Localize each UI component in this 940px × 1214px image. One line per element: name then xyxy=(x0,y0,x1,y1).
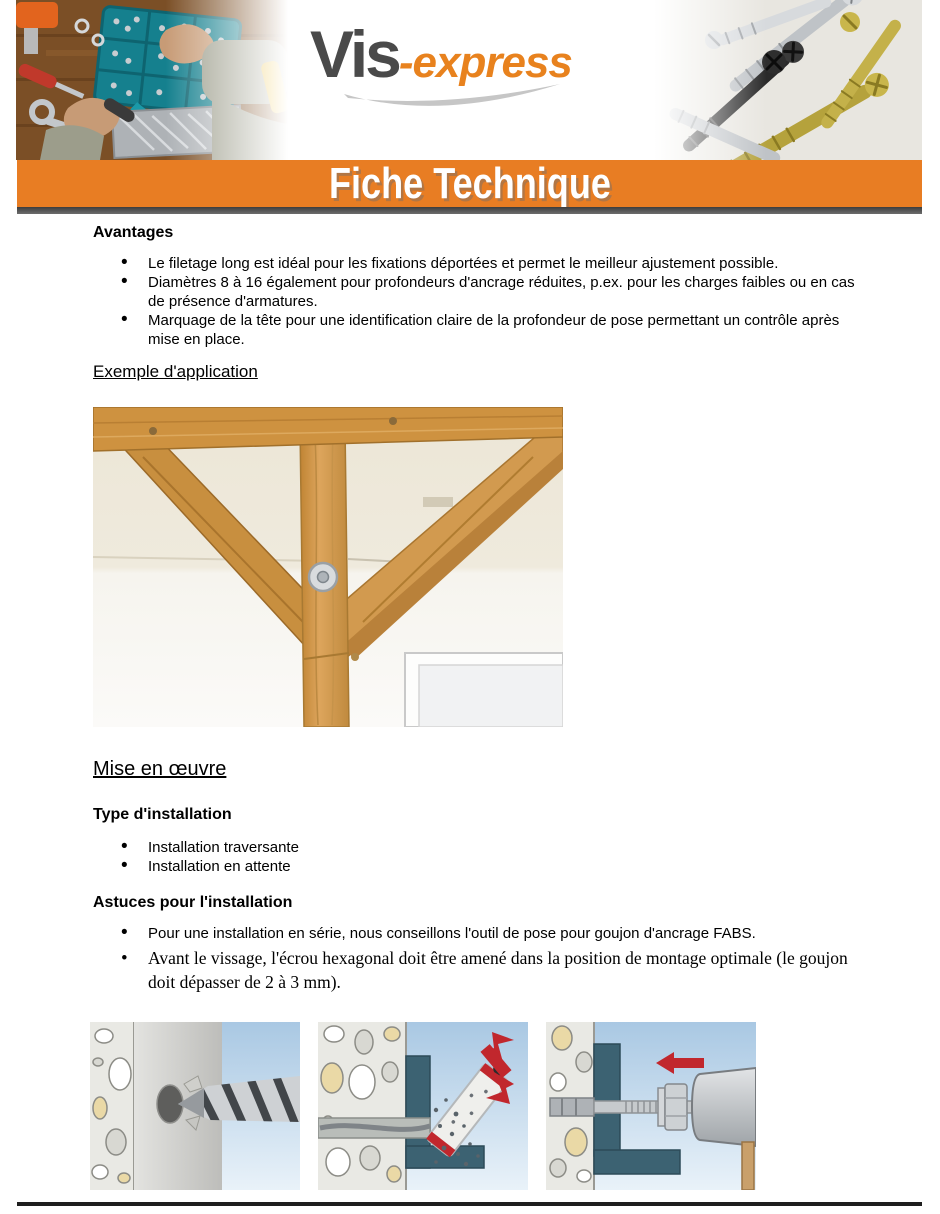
footer-divider xyxy=(17,1202,922,1206)
door-frame xyxy=(405,653,563,727)
section-astuces xyxy=(93,894,292,912)
astuces-heading: Astuces pour l'installation xyxy=(93,894,293,911)
banner xyxy=(17,160,922,207)
page-title: Fiche Technique xyxy=(328,158,611,208)
exemple-heading: Exemple d'application xyxy=(93,362,258,381)
type-installation-heading: Type d'installation xyxy=(93,806,232,823)
type-installation-list xyxy=(93,838,863,876)
section-exemple xyxy=(93,362,258,382)
list-item: • Installation traversante xyxy=(93,838,863,857)
list-item: • Installation en attente xyxy=(93,857,863,876)
section-mise-en-oeuvre xyxy=(93,758,226,781)
section-avantages xyxy=(93,224,173,242)
logo-word: Vis xyxy=(310,17,399,91)
list-item: • Pour une installation en série, nous conseillons l'outil de pose pour goujon d'ancrage FABS. xyxy=(93,924,865,943)
clean-hole-step-illustration xyxy=(318,1022,528,1190)
avantages-heading: Avantages xyxy=(93,224,174,241)
wooden-beam-bracket-photo xyxy=(93,407,563,727)
logo-suffix: -express xyxy=(398,38,572,87)
header xyxy=(0,0,940,160)
list-item: • Marquage de la tête pour une identification claire de la profondeur de pose permettant un contrôle après mise en place. xyxy=(93,311,863,349)
mise-en-oeuvre-heading: Mise en œuvre xyxy=(93,758,227,780)
anchor-washer xyxy=(309,563,337,591)
banner-divider xyxy=(17,207,922,214)
drill-hole-step-illustration xyxy=(90,1022,300,1190)
list-item: • Diamètres 8 à 16 également pour profondeurs d'ancrage réduites, p.ex. pour les charges faibles ou en cas de présence d'armatures. xyxy=(93,273,863,311)
avantages-list xyxy=(93,254,863,349)
astuces-list xyxy=(93,924,865,994)
section-type-installation xyxy=(93,806,232,824)
screws-pile-photo xyxy=(654,0,922,160)
list-item: • Avant le vissage, l'écrou hexagonal doit être amené dans la position de montage optimale (le goujon doit dépasser de 2 à 3 mm). xyxy=(93,946,865,994)
installation-steps-row xyxy=(90,1022,756,1190)
list-item: • Le filetage long est idéal pour les fixations déportées et permet le meilleur ajustement possible. xyxy=(93,254,863,273)
vis-express-logo xyxy=(310,16,640,146)
insert-anchor-step-illustration xyxy=(546,1022,756,1190)
hands-sorting-screws-photo xyxy=(16,0,288,160)
